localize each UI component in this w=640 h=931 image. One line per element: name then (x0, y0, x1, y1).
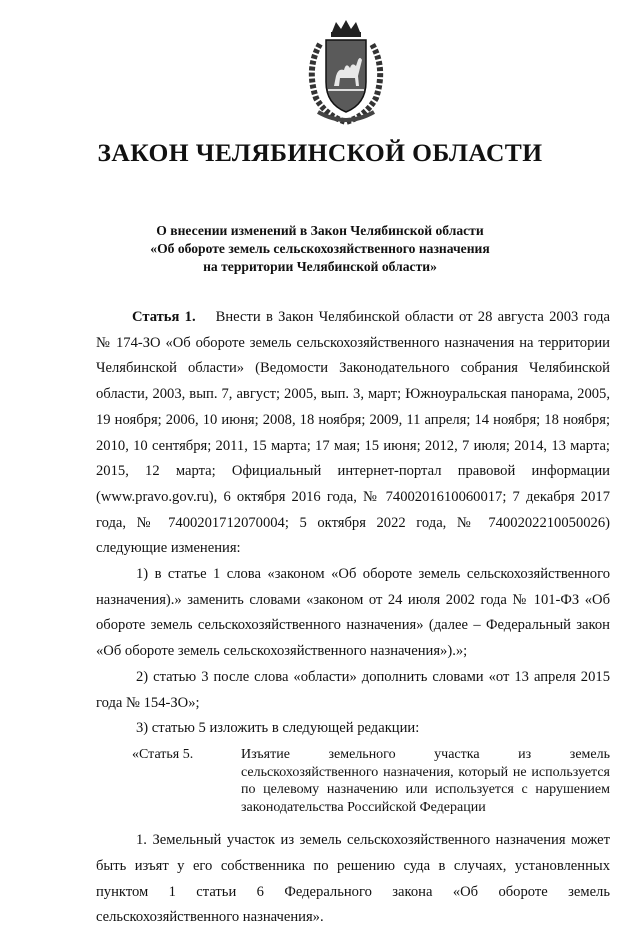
subtitle-line: О внесении изменений в Закон Челябинской области (156, 223, 484, 238)
subtitle-line: «Об обороте земель сельскохозяйственного назначения (150, 241, 490, 256)
article-1-label: Статья 1. (132, 309, 196, 325)
law-subtitle (0, 222, 640, 276)
chelyabinsk-coat-of-arms-icon (296, 18, 396, 126)
article-5-title: Изъятие земельного участка из земель сельскохозяйственного назначения, который не используется по целевому назначению или используется с нарушением законодательства Российской Федерации (241, 746, 610, 815)
article-1-intro (96, 305, 610, 562)
article-1-intro-text: Внести в Закон Челябинской области от 28 августа 2003 года № 174-ЗО «Об обороте земель сельскохозяйственного назначения на территории Челябинской области» (Ведомости Законодательного собрания Челябинской области, 2003, вып. 7, август; 2005, вып. 3, март; Южноуральская панорама, 2005, 19 ноября; 2006, 10 июня; 2008, 18 ноября; 2009, 11 апреля; 14 ноября; 18 ноября; 2010, 10 сентября; 2011, 15 марта; 17 мая; 15 июня; 2012, 7 июля; 2014, 13 марта; 2015, 12 марта; Официальный интернет-портал правовой информации (www.pravo.gov.ru), 6 октября 2016 года, № 7400201610060017; 7 декабря 2017 года, № 7400201712070004; 5 октября 2022 года, № 7400202210050026) следующие изменения: (96, 309, 610, 557)
subtitle-line: на территории Челябинской области» (203, 259, 437, 274)
article-5-heading (132, 746, 610, 816)
article-5-number: «Статья 5. (132, 746, 194, 762)
amendment-item-3: 3) статью 5 изложить в следующей редакции: (136, 720, 420, 737)
article-5-paragraph-1: 1. Земельный участок из земель сельскохозяйственного назначения может быть изъят у его собственника по решению суда в случаях, установленных пунктом 1 статьи 6 Федерального закона «Об обороте земель сельскохозяйственного назначения». (96, 832, 610, 926)
amendment-item-2: 2) статью 3 после слова «области» дополнить словами «от 13 апреля 2015 года № 154-ЗО»; (96, 668, 610, 711)
law-body (96, 305, 610, 931)
law-title: ЗАКОН ЧЕЛЯБИНСКОЙ ОБЛАСТИ (97, 138, 543, 167)
amendment-item-1: 1) в статье 1 слова «законом «Об обороте земель сельскохозяйственного назначения).» заменить словами «законом от 24 июля 2002 года № 101-ФЗ «Об обороте земель сельскохозяйственного назначения» (далее – Федеральный закон «Об обороте земель сельскохозяйственного назначения»).»; (96, 566, 610, 660)
